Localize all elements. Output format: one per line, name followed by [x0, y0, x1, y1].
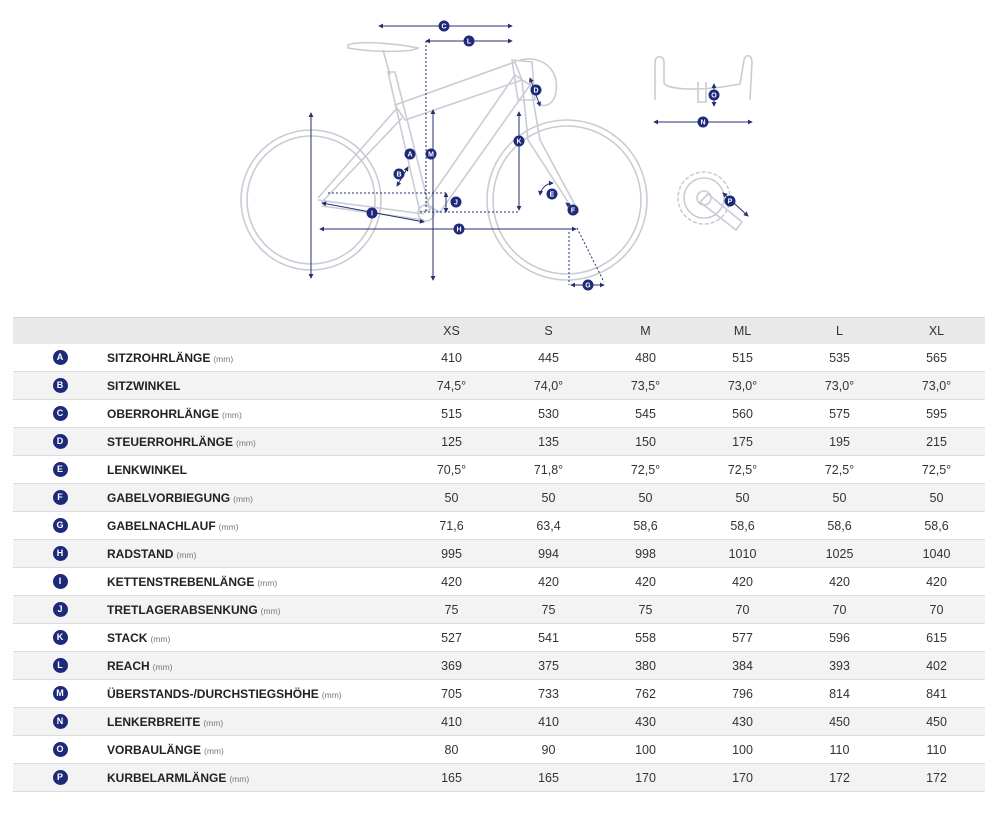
row-letter-badge: N [53, 714, 68, 729]
value-cell: 530 [500, 400, 597, 428]
value-cell: 841 [888, 680, 985, 708]
value-cell: 565 [888, 344, 985, 372]
row-name-cell [107, 456, 403, 484]
value-cell: 165 [403, 764, 500, 792]
value-cell: 998 [597, 540, 694, 568]
parameter-name: SITZWINKEL [107, 378, 181, 393]
bike-frame-diagram [241, 43, 647, 280]
parameter-name: KETTENSTREBENLÄNGE [107, 574, 255, 589]
parameter-name: GABELNACHLAUF [107, 518, 216, 533]
value-cell: 430 [694, 708, 791, 736]
value-cell: 450 [888, 708, 985, 736]
value-cell: 70,5° [403, 456, 500, 484]
value-cell: 172 [888, 764, 985, 792]
diagram-badge-label: M [428, 151, 434, 159]
value-cell: 615 [888, 624, 985, 652]
value-cell: 72,5° [597, 456, 694, 484]
value-cell: 165 [500, 764, 597, 792]
parameter-unit: (mm) [152, 661, 173, 672]
value-cell: 215 [888, 428, 985, 456]
value-cell: 58,6 [694, 512, 791, 540]
parameter-name: STACK [107, 630, 148, 645]
row-letter-badge: J [53, 602, 68, 617]
table-header-row [13, 318, 985, 345]
row-badge-cell [13, 708, 107, 736]
parameter-unit: (mm) [236, 437, 256, 448]
parameter-name: OBERROHRLÄNGE [107, 406, 220, 421]
value-cell: 50 [888, 484, 985, 512]
value-cell: 50 [500, 484, 597, 512]
value-cell: 445 [500, 344, 597, 372]
value-cell: 762 [597, 680, 694, 708]
value-cell: 814 [791, 680, 888, 708]
row-letter-badge: C [53, 406, 68, 421]
parameter-unit: (mm) [203, 717, 224, 728]
value-cell: 595 [888, 400, 985, 428]
parameter-unit: (mm) [204, 745, 224, 756]
row-letter-badge: K [53, 630, 68, 645]
value-cell: 420 [694, 568, 791, 596]
value-cell: 50 [403, 484, 500, 512]
parameter-name: REACH [107, 658, 150, 673]
row-badge-cell [13, 400, 107, 428]
row-name-cell [107, 596, 403, 624]
row-name-cell [107, 652, 403, 680]
value-cell: 733 [500, 680, 597, 708]
row-letter-badge: B [53, 378, 68, 393]
parameter-unit: (mm) [222, 409, 242, 420]
value-cell: 575 [791, 400, 888, 428]
size-header: L [791, 318, 888, 345]
parameter-unit: (mm) [218, 521, 239, 532]
value-cell: 995 [403, 540, 500, 568]
diagram-badge-label: A [407, 151, 413, 159]
parameter-name: VORBAULÄNGE [107, 742, 202, 757]
value-cell: 75 [597, 596, 694, 624]
row-letter-badge: L [53, 658, 68, 673]
value-cell: 420 [791, 568, 888, 596]
value-cell: 71,6 [403, 512, 500, 540]
size-header: XL [888, 318, 985, 345]
value-cell: 430 [597, 708, 694, 736]
value-cell: 58,6 [791, 512, 888, 540]
row-letter-badge: F [53, 490, 68, 505]
value-cell: 73,0° [791, 372, 888, 400]
parameter-unit: (mm) [321, 689, 342, 700]
value-cell: 402 [888, 652, 985, 680]
diagram-badge-label: B [396, 171, 402, 179]
value-cell: 420 [403, 568, 500, 596]
value-cell: 560 [694, 400, 791, 428]
value-cell: 384 [694, 652, 791, 680]
value-cell: 50 [791, 484, 888, 512]
diagram-badge-label: N [700, 119, 706, 127]
table-row [13, 512, 985, 540]
row-name-cell [107, 764, 403, 792]
handlebar-diagram [655, 56, 752, 102]
row-letter-badge: O [53, 742, 68, 757]
value-cell: 74,0° [500, 372, 597, 400]
parameter-name: RADSTAND [107, 546, 174, 561]
value-cell: 90 [500, 736, 597, 764]
value-cell: 545 [597, 400, 694, 428]
row-name-cell [107, 568, 403, 596]
row-name-cell [107, 484, 403, 512]
row-name-cell [107, 708, 403, 736]
row-badge-cell [13, 344, 107, 372]
table-row [13, 372, 985, 400]
diagram-badge-label: C [441, 23, 447, 31]
size-header: M [597, 318, 694, 345]
table-row [13, 428, 985, 456]
value-cell: 558 [597, 624, 694, 652]
table-row [13, 568, 985, 596]
parameter-name: STEUERROHRLÄNGE [107, 434, 234, 449]
row-badge-cell [13, 652, 107, 680]
parameter-unit: (mm) [213, 353, 234, 364]
row-name-cell [107, 372, 403, 400]
row-badge-cell [13, 680, 107, 708]
row-badge-cell [13, 372, 107, 400]
parameter-unit: (mm) [229, 773, 250, 784]
parameter-name: SITZROHRLÄNGE [107, 350, 211, 365]
value-cell: 58,6 [888, 512, 985, 540]
row-badge-cell [13, 568, 107, 596]
size-header: S [500, 318, 597, 345]
value-cell: 110 [888, 736, 985, 764]
table-row [13, 456, 985, 484]
value-cell: 375 [500, 652, 597, 680]
value-cell: 74,5° [403, 372, 500, 400]
value-cell: 70 [888, 596, 985, 624]
diagram-badge-label: J [454, 199, 458, 207]
row-letter-badge: E [53, 462, 68, 477]
row-badge-cell [13, 736, 107, 764]
row-letter-badge: I [53, 574, 68, 589]
value-cell: 110 [791, 736, 888, 764]
parameter-unit: (mm) [150, 633, 171, 644]
value-cell: 1040 [888, 540, 985, 568]
row-badge-cell [13, 456, 107, 484]
parameter-name: TRETLAGERABSENKUNG [107, 602, 258, 617]
row-letter-badge: A [53, 350, 68, 365]
diagram-badge-label: L [466, 38, 472, 46]
parameter-unit: (mm) [176, 549, 197, 560]
header-spacer [107, 318, 403, 345]
diagram-badge-label: I [371, 210, 373, 218]
row-letter-badge: D [53, 434, 68, 449]
diagram-badge-label: G [585, 282, 591, 290]
diagram-badge-label: K [516, 138, 522, 146]
value-cell: 535 [791, 344, 888, 372]
row-name-cell [107, 736, 403, 764]
diagram-letter-badges [367, 21, 736, 291]
table-row [13, 680, 985, 708]
value-cell: 71,8° [500, 456, 597, 484]
value-cell: 100 [694, 736, 791, 764]
table-row [13, 484, 985, 512]
diagram-badge-label: E [549, 191, 555, 199]
value-cell: 410 [500, 708, 597, 736]
value-cell: 515 [694, 344, 791, 372]
value-cell: 410 [403, 708, 500, 736]
header-spacer [13, 318, 107, 345]
value-cell: 50 [597, 484, 694, 512]
diagram-badge-label: O [711, 92, 717, 100]
value-cell: 125 [403, 428, 500, 456]
row-name-cell [107, 512, 403, 540]
row-name-cell [107, 680, 403, 708]
value-cell: 75 [403, 596, 500, 624]
parameter-name: KURBELARMLÄNGE [107, 770, 227, 785]
value-cell: 420 [597, 568, 694, 596]
value-cell: 80 [403, 736, 500, 764]
row-badge-cell [13, 428, 107, 456]
table-row [13, 708, 985, 736]
value-cell: 150 [597, 428, 694, 456]
value-cell: 172 [791, 764, 888, 792]
table-row [13, 344, 985, 372]
value-cell: 73,5° [597, 372, 694, 400]
value-cell: 175 [694, 428, 791, 456]
table-row [13, 400, 985, 428]
table-row [13, 624, 985, 652]
diagram-badge-label: F [570, 207, 576, 215]
value-cell: 73,0° [694, 372, 791, 400]
parameter-name: LENKWINKEL [107, 462, 187, 477]
value-cell: 70 [694, 596, 791, 624]
table-row [13, 540, 985, 568]
value-cell: 541 [500, 624, 597, 652]
value-cell: 410 [403, 344, 500, 372]
value-cell: 72,5° [791, 456, 888, 484]
row-letter-badge: H [53, 546, 68, 561]
row-badge-cell [13, 764, 107, 792]
row-name-cell [107, 624, 403, 652]
bike-geometry-diagram [0, 0, 1007, 300]
value-cell: 527 [403, 624, 500, 652]
value-cell: 75 [500, 596, 597, 624]
value-cell: 72,5° [888, 456, 985, 484]
value-cell: 515 [403, 400, 500, 428]
value-cell: 100 [597, 736, 694, 764]
parameter-unit: (mm) [233, 493, 253, 504]
value-cell: 420 [888, 568, 985, 596]
value-cell: 480 [597, 344, 694, 372]
value-cell: 994 [500, 540, 597, 568]
value-cell: 420 [500, 568, 597, 596]
row-name-cell [107, 344, 403, 372]
value-cell: 450 [791, 708, 888, 736]
value-cell: 369 [403, 652, 500, 680]
value-cell: 195 [791, 428, 888, 456]
row-badge-cell [13, 484, 107, 512]
table-row [13, 736, 985, 764]
row-badge-cell [13, 624, 107, 652]
row-badge-cell [13, 540, 107, 568]
value-cell: 1010 [694, 540, 791, 568]
value-cell: 72,5° [694, 456, 791, 484]
geometry-table [13, 317, 985, 792]
parameter-name: ÜBERSTANDS-/DURCHSTIEGSHÖHE [107, 686, 319, 701]
parameter-name: LENKERBREITE [107, 714, 201, 729]
row-name-cell [107, 400, 403, 428]
size-header: ML [694, 318, 791, 345]
value-cell: 50 [694, 484, 791, 512]
value-cell: 705 [403, 680, 500, 708]
value-cell: 596 [791, 624, 888, 652]
parameter-unit: (mm) [260, 605, 281, 616]
value-cell: 63,4 [500, 512, 597, 540]
diagram-badge-label: H [456, 226, 462, 234]
diagram-badge-label: D [533, 87, 539, 95]
value-cell: 1025 [791, 540, 888, 568]
row-letter-badge: M [53, 686, 68, 701]
value-cell: 170 [597, 764, 694, 792]
value-cell: 70 [791, 596, 888, 624]
row-name-cell [107, 428, 403, 456]
value-cell: 170 [694, 764, 791, 792]
value-cell: 393 [791, 652, 888, 680]
value-cell: 58,6 [597, 512, 694, 540]
table-row [13, 596, 985, 624]
value-cell: 73,0° [888, 372, 985, 400]
table-row [13, 764, 985, 792]
value-cell: 135 [500, 428, 597, 456]
size-header: XS [403, 318, 500, 345]
row-badge-cell [13, 512, 107, 540]
parameter-unit: (mm) [257, 577, 278, 588]
row-letter-badge: P [53, 770, 68, 785]
value-cell: 577 [694, 624, 791, 652]
row-letter-badge: G [53, 518, 68, 533]
value-cell: 380 [597, 652, 694, 680]
diagram-badge-label: P [727, 198, 733, 206]
value-cell: 796 [694, 680, 791, 708]
row-name-cell [107, 540, 403, 568]
table-row [13, 652, 985, 680]
row-badge-cell [13, 596, 107, 624]
parameter-name: GABELVORBIEGUNG [107, 490, 231, 505]
